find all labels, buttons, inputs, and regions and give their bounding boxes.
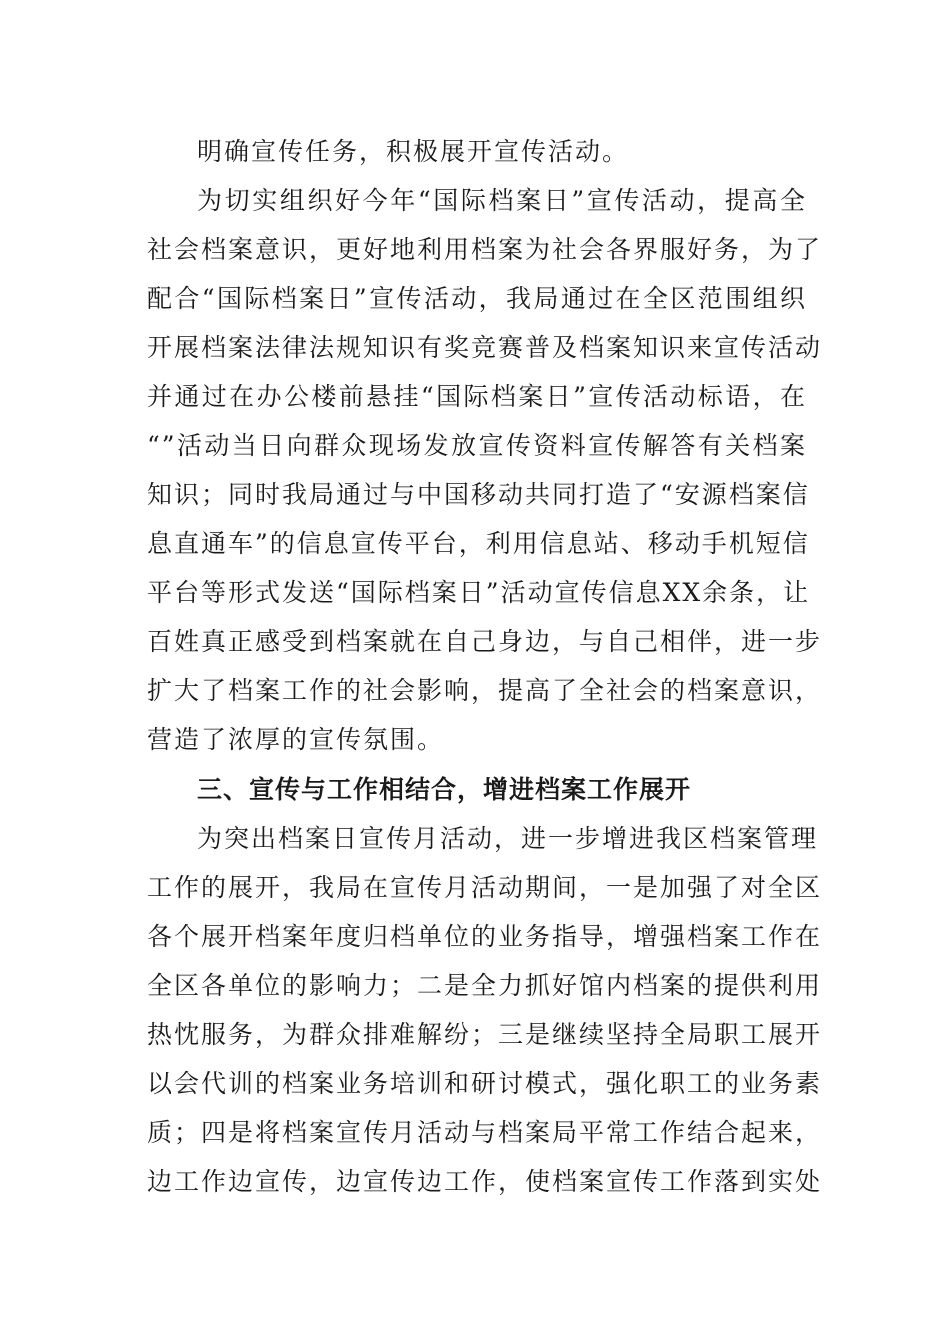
text-line: 热忱服务，为群众排难解纷；三是继续坚持全局职工展开 bbox=[147, 1020, 823, 1049]
text-line: 息直通车”的信息宣传平台，利用信息站、移动手机短信 bbox=[147, 529, 810, 558]
paragraph-first-line: 为切实组织好今年“国际档案日”宣传活动，提高全 bbox=[197, 186, 807, 215]
paragraph-first-line: 为突出档案日宣传月活动，进一步增进我区档案管理 bbox=[197, 824, 819, 853]
text-line: 全区各单位的影响力；二是全力抓好馆内档案的提供利用 bbox=[147, 971, 823, 1000]
text-line: 知识；同时我局通过与中国移动共同打造了“安源档案信 bbox=[147, 480, 810, 509]
text-line: “”活动当日向群众现场发放宣传资料宣传解答有关档案 bbox=[147, 431, 807, 460]
text-line: 百姓真正感受到档案就在自己身边，与自己相伴，进一步 bbox=[147, 627, 823, 656]
text-line: 平台等形式发送“国际档案日”活动宣传信息XX余条，让 bbox=[147, 578, 811, 607]
text-line: 明确宣传任务，积极展开宣传活动。 bbox=[197, 137, 630, 166]
paragraph-last-line: 营造了浓厚的宣传氛围。 bbox=[147, 725, 445, 754]
text-line: 边工作边宣传，边宣传边工作，使档案宣传工作落到实处 bbox=[147, 1167, 823, 1196]
text-line: 开展档案法律法规知识有奖竞赛普及档案知识来宣传活动 bbox=[147, 333, 823, 362]
text-line: 以会代训的档案业务培训和研讨模式，强化职工的业务素 bbox=[147, 1069, 823, 1098]
text-line: 并通过在办公楼前悬挂“国际档案日”宣传活动标语，在 bbox=[147, 382, 807, 411]
text-line: 社会档案意识，更好地利用档案为社会各界服好务，为了 bbox=[147, 235, 823, 264]
text-line: 配合“国际档案日”宣传活动，我局通过在全区范围组织 bbox=[147, 284, 807, 313]
text-line: 工作的展开，我局在宣传月活动期间，一是加强了对全区 bbox=[147, 873, 823, 902]
text-line: 各个展开档案年度归档单位的业务指导，增强档案工作在 bbox=[147, 922, 823, 951]
section-heading: 三、宣传与工作相结合，增进档案工作展开 bbox=[197, 775, 692, 804]
text-line: 质；四是将档案宣传月活动与档案局平常工作结合起来， bbox=[147, 1118, 823, 1147]
text-line: 扩大了档案工作的社会影响，提高了全社会的档案意识， bbox=[147, 676, 823, 705]
